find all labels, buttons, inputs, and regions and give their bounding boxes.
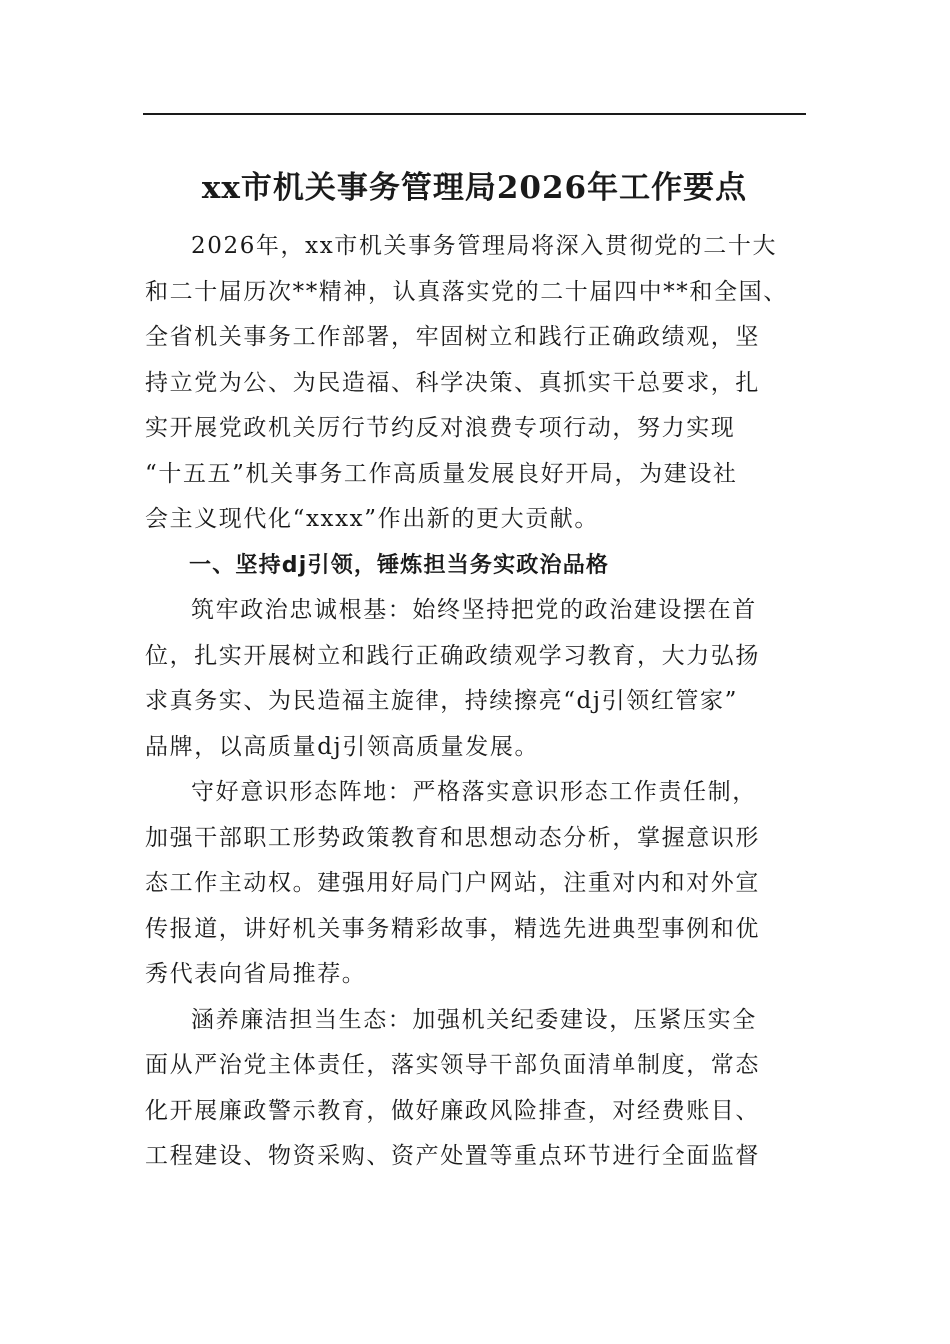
- text-line: 位，扎实开展树立和践行正确政绩观学习教育，大力弘扬: [145, 642, 760, 669]
- text-line: 求真务实、为民造福主旋律，持续擦亮“dj引领红管家”: [145, 688, 738, 714]
- text-line: 会主义现代化“xxxx”作出新的更大贡献。: [145, 506, 600, 532]
- text-line: 全省机关事务工作部署，牢固树立和践行正确政绩观，坚: [145, 324, 760, 350]
- text-line: 和二十届历次**精神，认真落实党的二十届四中**和全国、: [145, 278, 788, 305]
- header-rule: [143, 113, 806, 115]
- text-line: 持立党为公、为民造福、科学决策、真抓实干总要求，扎: [145, 369, 760, 396]
- text-line: 实开展党政机关厉行节约反对浪费专项行动，努力实现: [145, 415, 736, 441]
- text-line: 面从严治党主体责任，落实领导干部负面清单制度，常态: [145, 1052, 760, 1078]
- text-line: 筑牢政治忠诚根基：始终坚持把党的政治建设摆在首: [191, 597, 757, 623]
- text-line: 工程建设、物资采购、资产处置等重点环节进行全面监督: [145, 1143, 760, 1169]
- text-line: 秀代表向省局推荐。: [145, 961, 367, 987]
- text-line: 涵养廉洁担当生态：加强机关纪委建设，压紧压实全: [191, 1006, 757, 1033]
- text-line: 守好意识形态阵地：严格落实意识形态工作责任制，: [191, 779, 757, 805]
- intro-paragraph: [145, 224, 807, 543]
- paragraph-integrity: [145, 998, 807, 1180]
- document-title: xx市机关事务管理局2026年工作要点: [201, 170, 748, 206]
- text-line: 2026年，xx市机关事务管理局将深入贯彻党的二十大: [191, 233, 778, 259]
- paragraph-ideology: [145, 770, 807, 998]
- text-line: 品牌，以高质量dj引领高质量发展。: [145, 733, 540, 760]
- document-body: [145, 224, 807, 1180]
- text-line: 加强干部职工形势政策教育和思想动态分析，掌握意识形: [145, 824, 760, 851]
- text-line: 态工作主动权。建强用好局门户网站，注重对内和对外宣: [145, 870, 760, 896]
- text-line: 传报道，讲好机关事务精彩故事，精选先进典型事例和优: [145, 915, 760, 942]
- paragraph-political-loyalty: [145, 588, 807, 770]
- text-line: “十五五”机关事务工作高质量发展良好开局，为建设社: [145, 460, 738, 487]
- text-line: 化开展廉政警示教育，做好廉政风险排查，对经费账目、: [145, 1097, 760, 1124]
- section-heading: 一、坚持dj引领，锤炼担当务实政治品格: [189, 552, 610, 578]
